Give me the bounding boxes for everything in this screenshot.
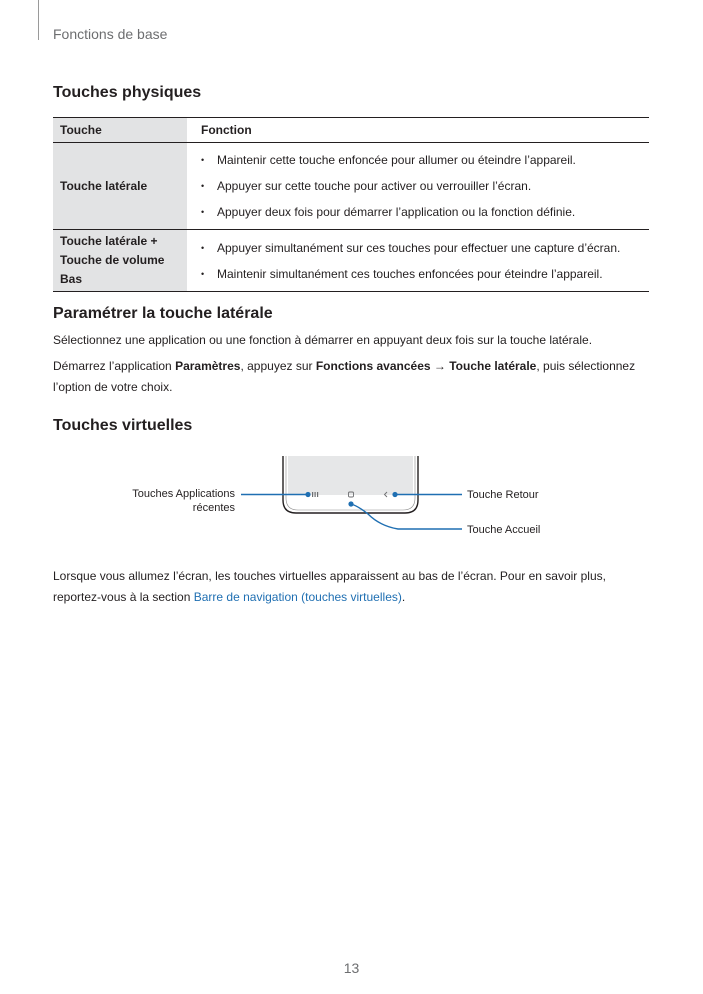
list-item: • Appuyer sur cette touche pour activer ou verrouiller l’écran. xyxy=(201,173,635,199)
text-run: . xyxy=(401,590,406,604)
callout-dot-recent xyxy=(305,492,310,497)
physical-keys-table xyxy=(53,117,649,292)
paragraph-virtual-keys xyxy=(53,566,653,608)
function-list xyxy=(187,230,649,292)
table-header-function: Fonction xyxy=(187,118,649,143)
function-list xyxy=(187,143,649,230)
heading-touches-virtuelles: Touches virtuelles xyxy=(53,417,193,434)
key-name: Touche latérale xyxy=(53,143,187,230)
key-name xyxy=(53,230,187,292)
heading-parametrer: Paramétrer la touche latérale xyxy=(53,305,273,322)
page-number: 13 xyxy=(343,960,360,976)
label-back: Touche Retour xyxy=(467,489,539,501)
ui-term-parametres: Paramètres xyxy=(175,359,241,373)
label-line: Touches Applications xyxy=(132,488,235,500)
virtual-keys-diagram xyxy=(0,440,703,550)
callout-dot-back xyxy=(392,492,397,497)
margin-rule xyxy=(38,0,39,40)
text-run: Lorsque vous allumez l’écran, les touches virtuelles apparaissent au bas de l’écran. Pour en savoir plus, reportez-vous à la section xyxy=(53,569,606,604)
label-recent-apps xyxy=(132,487,235,515)
running-header: Fonctions de base xyxy=(53,26,168,42)
key-line: Touche de volume xyxy=(60,253,165,267)
label-home: Touche Accueil xyxy=(467,524,541,536)
paragraph-param-1: Sélectionnez une application ou une fonction à démarrer en appuyant deux fois sur la touche latérale. xyxy=(53,333,593,347)
heading-touches-physiques: Touches physiques xyxy=(53,84,202,101)
list-item: • Appuyer deux fois pour démarrer l’application ou la fonction définie. xyxy=(201,199,635,225)
recent-apps-icon xyxy=(312,492,318,497)
phone-screen xyxy=(288,456,413,495)
key-line: Bas xyxy=(60,272,83,286)
label-line: récentes xyxy=(192,502,235,514)
phone-illustration xyxy=(0,440,703,550)
list-item: • Maintenir cette touche enfoncée pour allumer ou éteindre l’appareil. xyxy=(201,147,635,173)
text-run: Démarrez l’application xyxy=(53,359,176,373)
ui-term-touche-laterale: Touche latérale xyxy=(449,359,537,373)
table-row xyxy=(53,143,649,230)
arrow-separator: → xyxy=(430,359,450,373)
text-run: , appuyez sur xyxy=(240,359,316,373)
ui-term-fonctions-avancees: Fonctions avancées xyxy=(315,359,431,373)
text-run: , puis sélectionnez l’option de votre choix. xyxy=(53,359,636,394)
paragraph-param-2 xyxy=(53,356,653,398)
table-row xyxy=(53,230,649,292)
list-item: • Maintenir simultanément ces touches enfoncées pour éteindre l’appareil. xyxy=(201,261,635,287)
table-header-key: Touche xyxy=(53,118,187,143)
key-line: Touche latérale + xyxy=(60,234,158,248)
callout-line-home xyxy=(351,504,462,529)
link-navigation-bar[interactable]: Barre de navigation (touches virtuelles) xyxy=(193,590,402,604)
list-item: • Appuyer simultanément sur ces touches pour effectuer une capture d’écran. xyxy=(201,235,635,261)
